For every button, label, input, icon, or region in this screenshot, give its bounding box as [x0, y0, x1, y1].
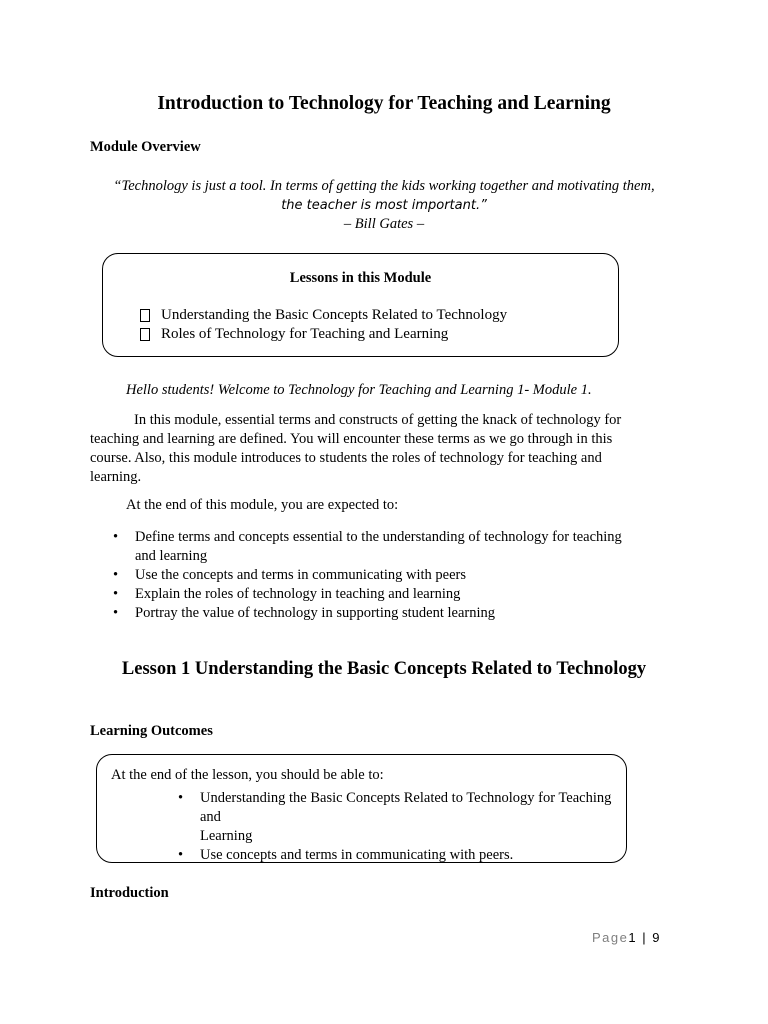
learning-outcomes-heading: Learning Outcomes: [90, 723, 213, 739]
page-footer: [592, 930, 661, 945]
intro-line: course. Also, this module introduces to students the roles of technology for teaching and: [90, 450, 602, 466]
objectives-list: [90, 528, 690, 623]
list-item: [90, 528, 690, 566]
page-separator: |: [642, 930, 648, 945]
outcome-text: • Use concepts and terms in communicating with peers.: [200, 847, 514, 863]
introduction-heading: Introduction: [90, 885, 169, 901]
page-word: Page: [592, 930, 629, 945]
lesson-item-label: Roles of Technology for Teaching and Learning: [161, 326, 449, 342]
outcomes-box: [96, 754, 627, 863]
outcomes-list: [155, 789, 635, 865]
document-title: Introduction to Technology for Teaching and Learning: [157, 93, 611, 114]
objective-text: • Define terms and concepts essential to the understanding of technology for teaching: [135, 529, 622, 545]
outcomes-intro: At the end of the lesson, you should be able to:: [111, 767, 384, 783]
quote-block: [0, 177, 768, 234]
quote-author: – Bill Gates –: [343, 216, 425, 232]
quote-line-2: the teacher is most important.”: [281, 198, 487, 213]
lesson-item: [140, 306, 507, 325]
objective-text: • Use the concepts and terms in communicating with peers: [135, 567, 466, 583]
intro-paragraph: [90, 411, 690, 487]
lessons-list: [140, 306, 507, 344]
outcome-text: Learning: [200, 828, 253, 844]
greeting: Hello students! Welcome to Technology for Teaching and Learning 1- Module 1.: [126, 382, 592, 398]
quote-line-1: “Technology is just a tool. In terms of getting the kids working together and motivating them,: [113, 178, 655, 194]
page-total: 9: [652, 930, 661, 945]
intro-line: learning.: [90, 469, 142, 485]
lessons-box: [102, 253, 619, 357]
objective-text: and learning: [135, 548, 208, 564]
objective-text: • Explain the roles of technology in teaching and learning: [135, 586, 461, 602]
lesson-item-label: Understanding the Basic Concepts Related to Technology: [161, 307, 508, 323]
list-item: [90, 566, 690, 585]
list-item: [155, 789, 635, 846]
intro-line: In this module, essential terms and constructs of getting the knack of technology for: [134, 412, 622, 428]
module-overview-heading: Module Overview: [90, 139, 201, 155]
checkbox-icon: [140, 309, 150, 322]
outcome-text: • Understanding the Basic Concepts Related to Technology for Teaching and: [200, 790, 612, 825]
expected-intro: At the end of this module, you are expected to:: [126, 497, 399, 513]
list-item: [90, 585, 690, 604]
objective-text: • Portray the value of technology in supporting student learning: [135, 605, 496, 621]
list-item: [155, 846, 635, 865]
list-item: [90, 604, 690, 623]
page-current: 1: [628, 930, 638, 945]
lesson1-title: Lesson 1 Understanding the Basic Concepts Related to Technology: [121, 659, 647, 679]
lesson-item: [140, 325, 507, 344]
checkbox-icon: [140, 328, 150, 341]
lessons-box-title: Lessons in this Module: [289, 270, 432, 286]
intro-line: teaching and learning are defined. You will encounter these terms as we go through in this: [90, 431, 613, 447]
